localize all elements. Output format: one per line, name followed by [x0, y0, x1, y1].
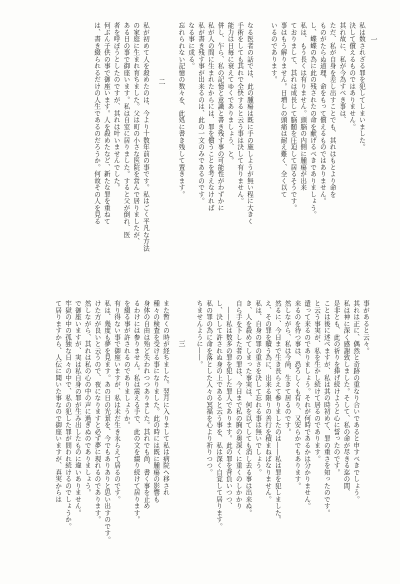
text-line: ちませんように――。 — [195, 300, 204, 368]
text-line: 事はもう解りません。日増しの頭痛は耐え難く、全く以て — [279, 22, 288, 198]
text-line: 決して償えるものではありません。 — [348, 22, 357, 130]
text-line: 其れは正に、偶然と奇跡の重なり合いであると申すべきでしょう。 — [352, 300, 361, 503]
text-line: 私は、自身の罪の重さを決して忘れる事は無いでしょう。 — [254, 300, 263, 476]
text-line: 私が人の間に生まれたからには、罪を償うことを考えなければ — [206, 22, 215, 211]
text-line: は、書き綴られるだけの人生であるのだろうか。何故その人を見る — [93, 22, 102, 225]
section-two-heading: 二 — [157, 78, 165, 86]
text-line: の家庭に生まれ育ちました。父は町の小さな医院を営んで居りましたが、 — [132, 22, 141, 245]
text-line: 然るに、今日まで生き長らえて参りましたのは――私は罪を犯しました。 — [273, 300, 282, 523]
section-two-continued-text — [190, 300, 370, 570]
text-line: 私は数されざる罪を犯してしまいました。 — [358, 22, 366, 151]
text-line: 是非とも、此の祈りを捧げ続けようと心に誓ったのです。 — [332, 300, 341, 476]
text-line: ある日の事で御座います。私は自室に居りました。すると父が倒れ、医 — [122, 22, 131, 238]
text-line: 何ぶん子供の事で御座います。人を殺めたなど、新たな罪を重ねて — [102, 22, 111, 225]
text-line: 手術をしても其れで全快すると云う事は決して有りません。 — [236, 22, 245, 205]
section-one-text-right — [258, 22, 366, 284]
text-line: 其れ故に、私が今為すべき事は、 — [338, 22, 347, 124]
text-line: 忘れられない記憶の数々を、此処に書き残して置きます。 — [177, 22, 186, 198]
text-line: を綴る事が許されるのでありましょうか。 — [122, 300, 131, 429]
text-line: 然しながら、私は今尚、生きて居るのです。 — [283, 300, 292, 435]
top-half — [0, 22, 400, 284]
text-line: 事があると云々。 — [362, 300, 370, 354]
section-one-heading: 一 — [369, 36, 377, 44]
text-line: 私が初めて人を殺めたのは、今より十数年前の事です。私はごく平凡な方法 — [142, 22, 150, 252]
text-line: 来るのを待つ事は、恐ろしくも有り、又安らかでもあります。 — [293, 300, 302, 489]
text-line: て居りますから、人伝に聞いた事なので御座いますが、真実からは — [54, 300, 63, 503]
text-line: るわけには参りません。私は震える手で、此の文を綴り続けて居ります。 — [132, 300, 141, 523]
text-line: 遣って来るのでありましょう。それが何時であるかは分かりません。 — [303, 300, 312, 510]
text-line: 能力は日毎に衰えてゆくでありましょう、と。 — [226, 22, 235, 164]
text-line: ことは後に述べますが、私は其の時初めて、罪の重さを知ったのです。 — [322, 300, 331, 516]
text-line: 牢獄の中の孤独な日々の中で、私の犯した罪が問われ続けるのでしょうか。 — [64, 300, 73, 530]
text-line: 私は、もう長くは有りません。頭脳の内側に腫瘍が出来 — [299, 22, 308, 191]
text-line: し、決して許されぬ身の上であると云う事を、私は深く自覚して居ります。 — [215, 300, 224, 530]
text-line: 私は、幾度も夢を見ます。あの日の光景を、今でもありありと思い出すのです。 — [103, 300, 112, 543]
text-line: で御座いますが、実は私自身の罪が生み出したものに違いありません。 — [73, 300, 82, 516]
text-line: 自ら手を下した者の罪は、今日まで私の胸の奥深くに重くのしかかり — [234, 300, 243, 510]
text-line: 身体の自由は殆ど失われつつありました。其れでも尚、書く事を止め — [142, 300, 151, 510]
bottom-half — [0, 300, 400, 570]
text-line: ものがたらぬ道理、命をもって償えるものではありません。 — [318, 22, 327, 205]
section-three-heading: 三 — [177, 340, 185, 348]
section-two-text — [84, 22, 150, 284]
text-line: 有り得ない事で御座いますが、私は未だ生き永らえて居るのです。 — [113, 300, 122, 503]
text-line: なる事に成る。 — [187, 22, 196, 70]
text-line: え、その罪を贖う為に、出来る限りの善行を積まねばなりません。 — [264, 300, 273, 503]
text-line: き、人を殺めてしまった事実は、何を以てしても消し去る事は出来ぬ。 — [244, 300, 253, 516]
text-line: 併し、乍ら、私の記憶と意識と書き残す事の可能性がわずかに — [216, 22, 225, 211]
section-three-text — [48, 300, 170, 570]
text-line: なる医者の話では、此の腫瘍は既に手の施しようが無い程に大きく — [246, 22, 254, 225]
text-line: と云う事実が、私を生かし続けて居るのであります。 — [313, 300, 322, 462]
text-line: 私の罪の為に命を落とした人々の冥福を心より祈りつつ。 — [205, 300, 214, 476]
text-line: けた方が良いと云うので、夜になりますと必ず夢に現れるのであります。 — [93, 300, 102, 523]
text-line: ――私は数多の罪を犯した罪人であります。此の罪を背負いつつ、 — [224, 300, 233, 510]
text-line: し、蝶蝶の為に此の残されたの命を献げるべきでありましょう。 — [309, 22, 318, 218]
text-line: いるのであります。 — [269, 22, 278, 83]
text-line: ておりまして、其れは成長して脳髄を圧迫して居るそうです。 — [289, 22, 298, 211]
text-line: 私は神に深く感謝致しました。そして、私の命が尽きる迄の間、 — [342, 300, 351, 496]
text-line: ただ、私が自身を差し出すことでも、其れはもとより命を — [328, 22, 337, 198]
text-line: 私が書き残す事が出来るのは、此の一文のみであるのです。 — [197, 22, 206, 205]
text-line: 者を呼ぼうとしたのですが、其れは叶いませんでした。 — [112, 22, 121, 191]
text-line: 種々の検査を受ける事になりました。此の時には既に腫瘍の影響も — [152, 300, 161, 503]
section-one-text-left — [166, 22, 254, 284]
text-line: また暫くの時が経ちました。翌月に入りまして私は病院へ移され — [162, 300, 170, 496]
text-line: 然しながら、其れは私の心の中の声に過ぎぬのでありましょう。 — [83, 300, 92, 496]
